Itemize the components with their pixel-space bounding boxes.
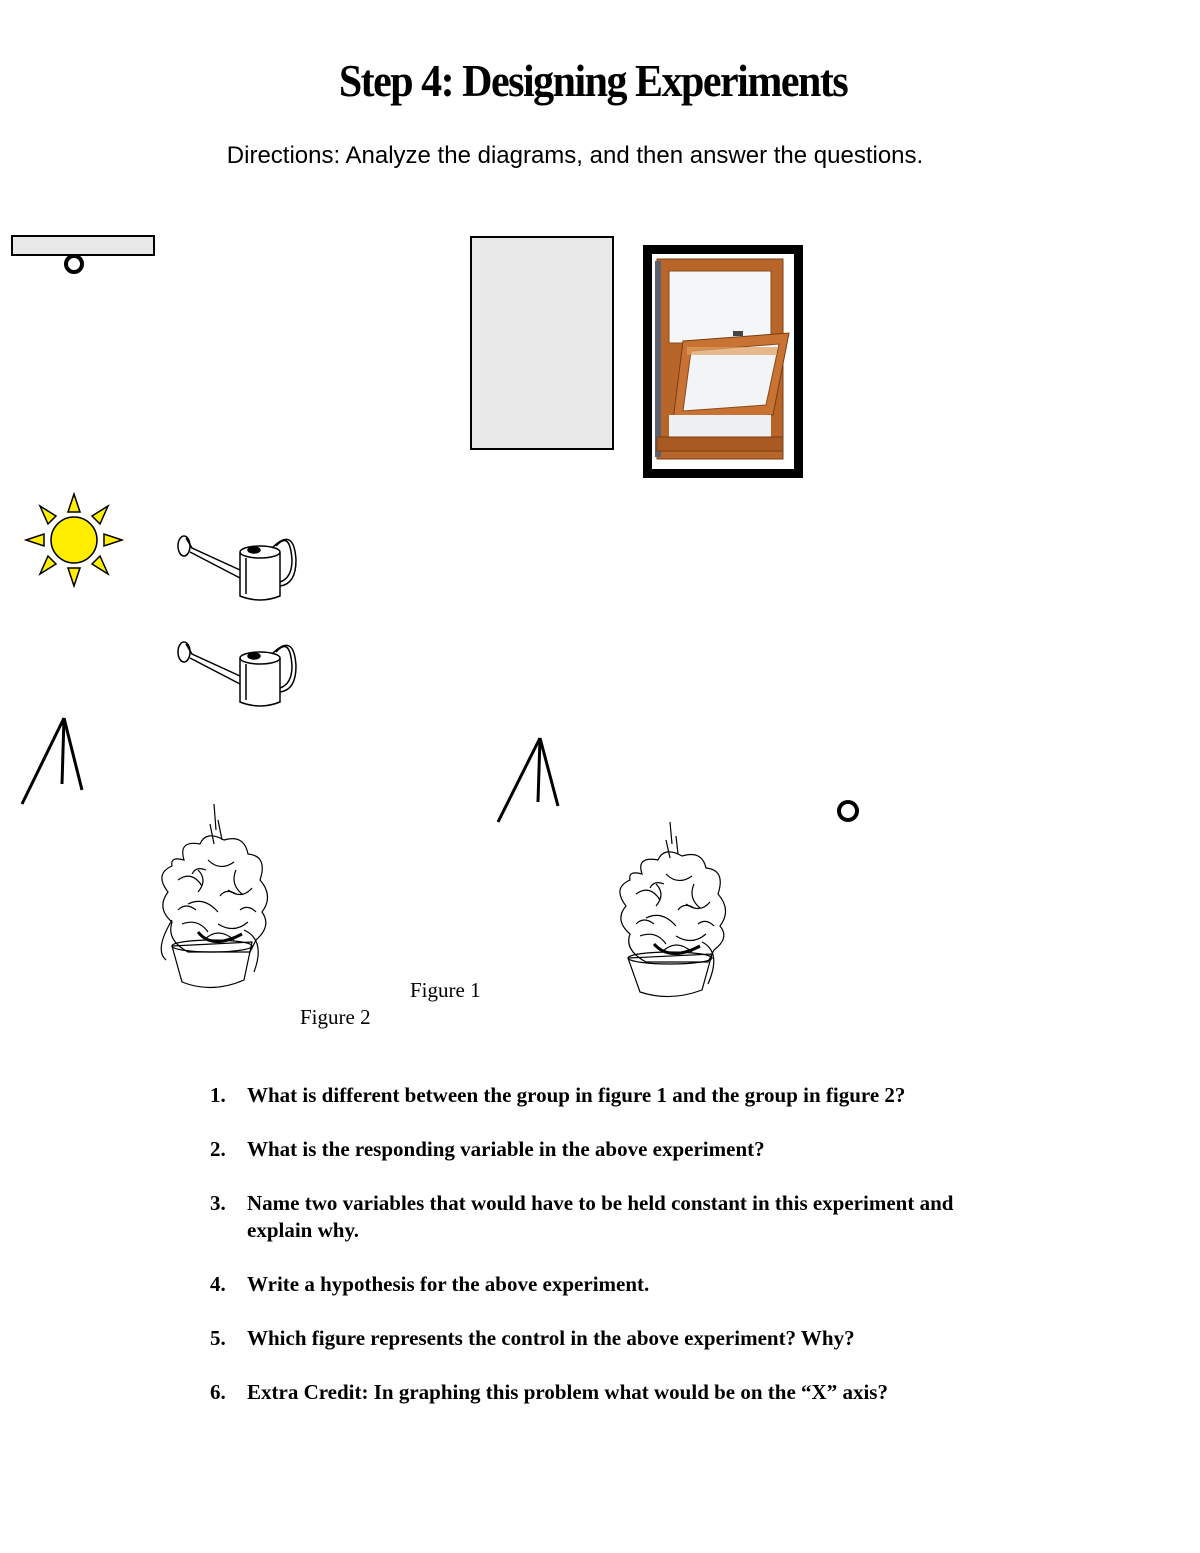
light-bulb-icon [834,798,862,826]
directions-text: Directions: Analyze the diagrams, and then answer the questions. [226,142,924,169]
question-text: Which figure represents the control in the above experiment? Why? [247,1326,855,1350]
potted-plant-icon [606,818,738,1000]
question-text: Name two variables that would have to be held constant in this experiment and explain why. [247,1191,954,1242]
watering-can-icon [176,630,300,712]
page-title: Step 4: Designing Experiments [338,57,848,107]
question-number: 2. [210,1137,226,1161]
window-icon [643,245,803,478]
question-number: 6. [210,1380,226,1404]
question-text: Extra Credit: In graphing this problem what would be on the “X” axis? [247,1380,888,1404]
gray-panel [470,236,614,450]
sun-icon [24,492,124,588]
hanging-lamp-icon [10,234,158,278]
question-item [210,1136,1010,1163]
figure-1-label: Figure 1 [410,978,481,1002]
question-item [210,1082,1010,1109]
question-item [210,1325,1010,1352]
question-text: What is the responding variable in the above experiment? [247,1137,765,1161]
question-number: 4. [210,1272,226,1296]
question-item [210,1271,1010,1298]
question-item [210,1379,1010,1406]
question-number: 1. [210,1083,226,1107]
question-text: Write a hypothesis for the above experiment. [247,1272,650,1296]
potted-plant-icon [148,800,280,992]
question-list [210,1082,1010,1433]
question-item [210,1190,1010,1244]
tripod-stand-icon [494,734,564,826]
watering-can-icon [176,524,300,606]
question-number: 3. [210,1191,226,1215]
figure-2-label: Figure 2 [300,1005,371,1029]
tripod-stand-icon [18,714,88,808]
question-text: What is different between the group in figure 1 and the group in figure 2? [247,1083,906,1107]
question-number: 5. [210,1326,226,1350]
